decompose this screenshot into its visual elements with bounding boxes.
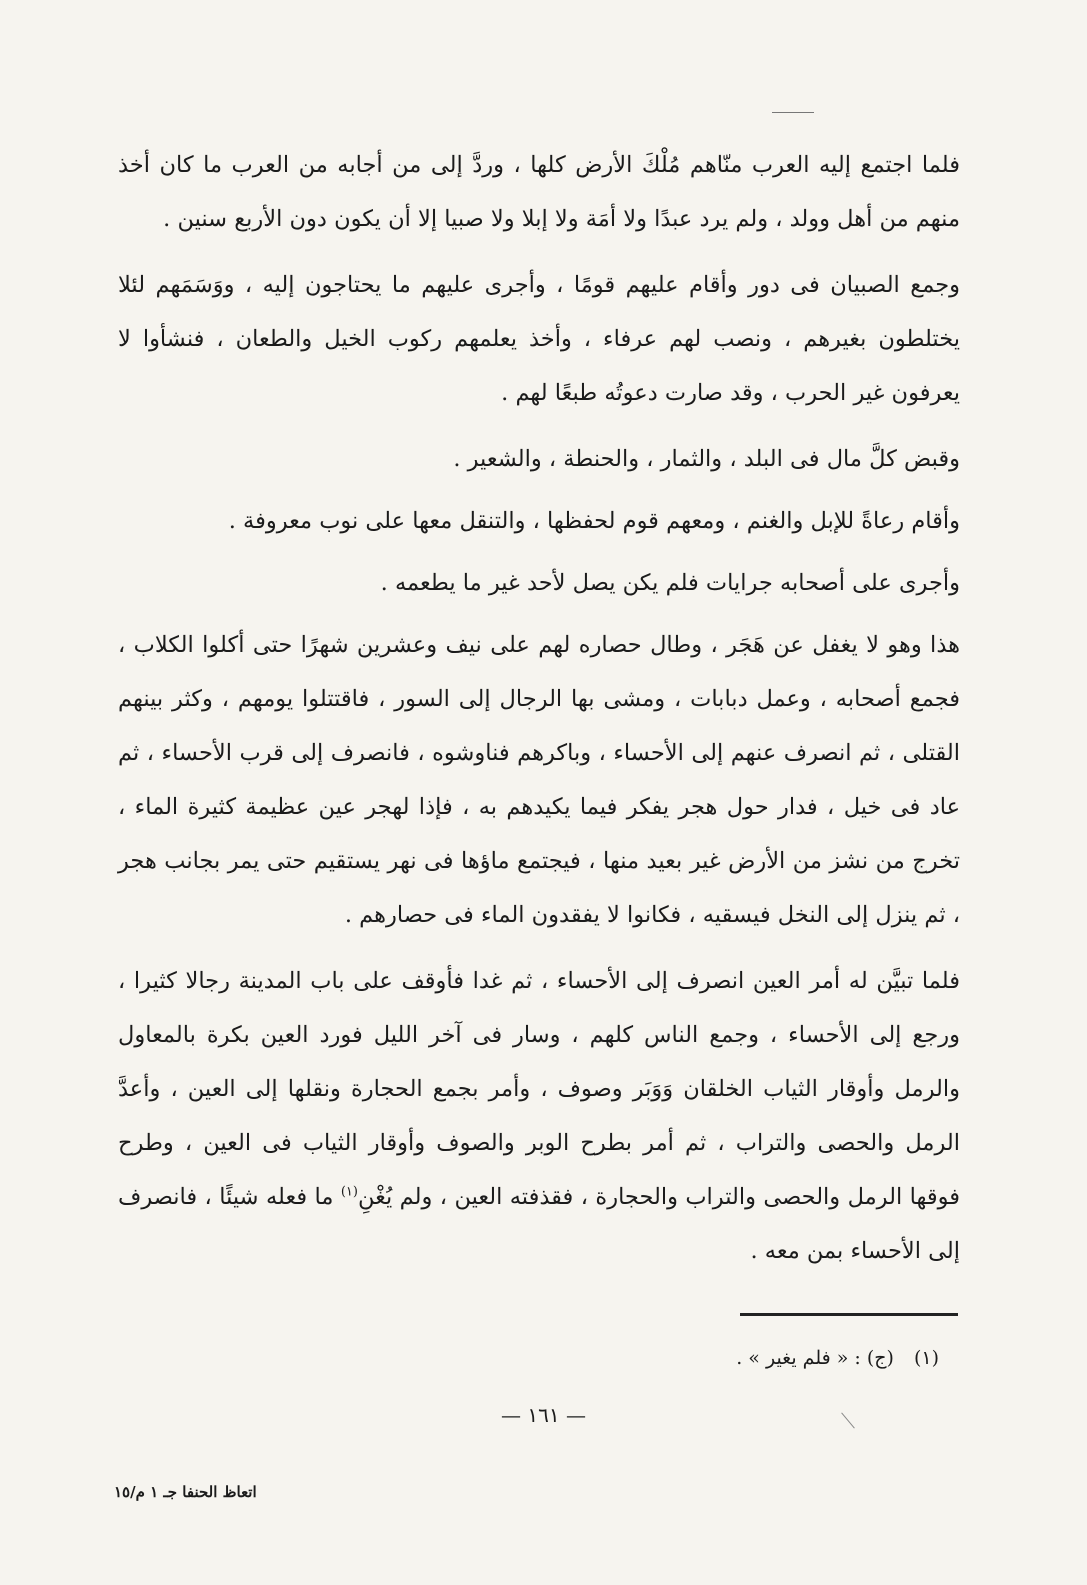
footnote [519, 1343, 939, 1373]
footnote-divider [740, 1313, 958, 1316]
paragraph: وقبض كلَّ مال فى البلد ، والثمار ، والحنطة ، والشعير . [453, 446, 960, 472]
paragraph-text-tail: ما فعله شيئًا ، فانصرف إلى الأحساء بمن معه . [118, 1184, 960, 1264]
footnote-text: (ج) : « فلم يغير » . [736, 1347, 894, 1369]
page-number: — ١٦١ — [501, 1403, 586, 1427]
paragraph: هذا وهو لا يغفل عن هَجَر ، وطال حصاره لهم على نيف وعشرين شهرًا حتى أكلوا الكلاب ، فجمع أصحابه ، وعمل دبابات ، ومشى بها الرجال إلى السور ، فاقتتلوا يومهم ، وكثر بينهم القتلى ، ثم انصرف عنهم إلى الأحساء ، وباكرهم فناوشوه ، فانصرف إلى قرب الأحساء ، ثم عاد فى خيل ، فدار حول هجر يفكر فيما يكيدهم به ، فإذا لهجر عين عظيمة كثيرة الماء ، تخرج من نشز من الأرض غير بعيد منها ، فيجتمع ماؤها فى نهر يستقيم حتى يمر بجانب هجر ، ثم ينزل إلى النخل فيسقيه ، فكانوا لا يفقدون الماء فى حصارهم . [118, 632, 960, 928]
book-signature: اتعاظ الحنفا جـ ١ م/١٥ [114, 1483, 257, 1501]
paragraph: وأجرى على أصحابه جرايات فلم يكن يصل لأحد غير ما يطعمه . [380, 570, 960, 596]
paragraph: وجمع الصبيان فى دور وأقام عليهم قومًا ، وأجرى عليهم ما يحتاجون إليه ، ووَسَمَهم لئلا يختلطون بغيرهم ، ونصب لهم عرفاء ، وأخذ يعلمهم ركوب الخيل والطعان ، فنشأوا لا يعرفون غير الحرب ، وقد صارت دعوتُه طبعًا لهم . [118, 272, 960, 406]
footnote-reference: (١) [340, 1184, 358, 1200]
paragraph-text: فلما تبيَّن له أمر العين انصرف إلى الأحساء ، ثم غدا فأوقف على باب المدينة رجالا كثيرا ، ورجع إلى الأحساء ، وجمع الناس كلهم ، وسار فى آخر الليل فورد العين بكرة بالمعاول والرمل وأوقار الثياب الخلقان وَوَبَر وصوف ، وأمر بجمع الحجارة ونقلها إلى العين ، وأعدَّ الرمل والحصى والتراب ، ثم أمر بطرح الوبر والصوف وأوقار الثياب فى العين ، وطرح فوقها الرمل والحصى والتراب والحجارة ، فقذفته العين ، ولم يُغْنِ [118, 968, 960, 1210]
page-mark [772, 112, 814, 113]
body-text [118, 138, 960, 1290]
footnote-number: (١) [913, 1347, 939, 1369]
paragraph: وأقام رعاةً للإبل والغنم ، ومعهم قوم لحفظها ، والتنقل معها على نوب معروفة . [228, 508, 960, 534]
paragraph: فلما اجتمع إليه العرب منّاهم مُلْكَ الأرض كلها ، وردَّ إلى من أجابه من العرب ما كان أخذ منهم من أهل وولد ، ولم يرد عبدًا ولا أمَة ولا إبلا ولا صبيا إلا أن يكون دون الأربع سنين . [118, 152, 960, 232]
paragraph-with-footnote [118, 954, 960, 1278]
